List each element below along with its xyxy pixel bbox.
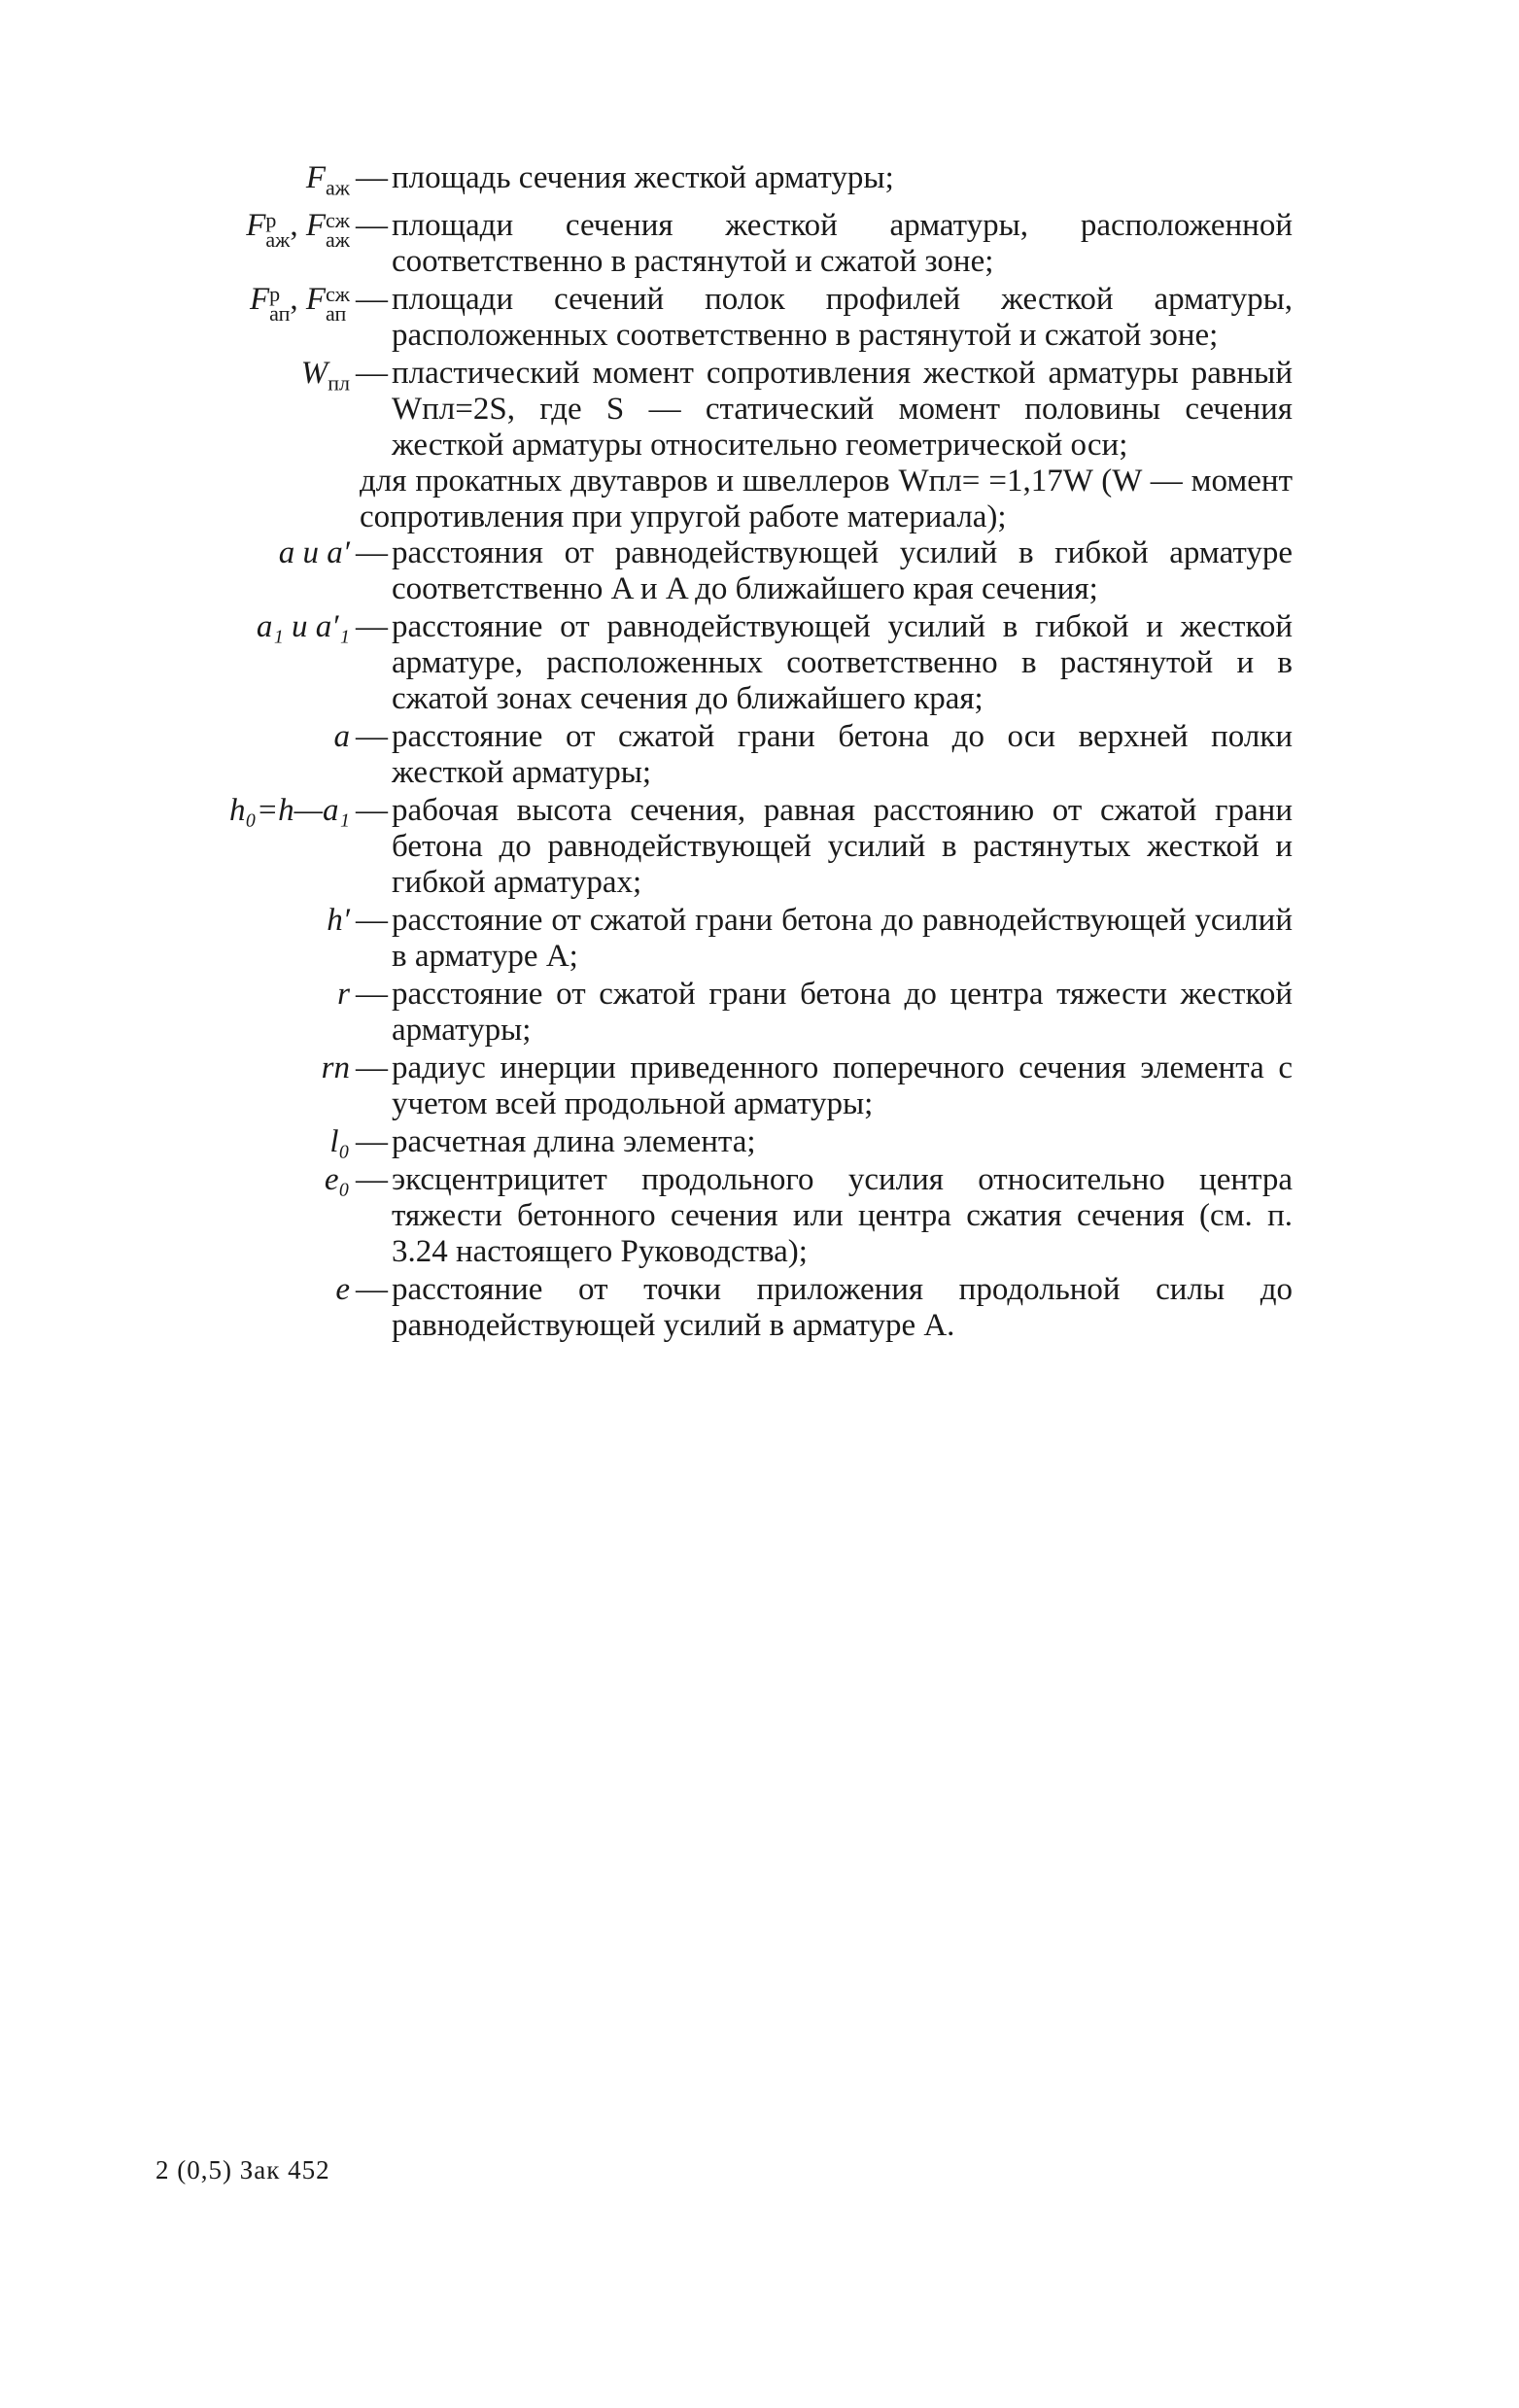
symbol: r <box>337 976 350 1012</box>
definition-row: e₀ — эксцентрицитет продольного усилия относительно центра тяжести бетонного сечения или центра сжатия сечения (см. п. 3.24 настоящего Руководства); <box>146 1162 1293 1270</box>
definition-text: расстояние от равнодействующей усилий в гибкой и жесткой арматуре, расположенных соответственно в растянутой и в сжатой зонах сечения до ближайшего края; <box>392 608 1293 716</box>
definition-row: r — расстояние от сжатой грани бетона до центра тяжести жесткой арматуры; <box>146 977 1293 1049</box>
symbol: h₀=h—a₁ <box>228 792 350 828</box>
definition-row: a₁ и a′₁ — расстояние от равнодействующей усилий в гибкой и жесткой арматуре, расположенных соответственно в растянутой и в сжатой зонах сечения до ближайшего края; <box>146 609 1293 717</box>
symbol: rп <box>321 1049 350 1085</box>
definition-text: расстояние от сжатой грани бетона до равнодействующей усилий в арматуре A; <box>392 902 1293 974</box>
definitions-list <box>146 160 1293 1344</box>
definition-text: площадь сечения жесткой арматуры; <box>392 160 894 195</box>
symbol: l₀ <box>329 1123 350 1159</box>
definition-row: a — расстояние от сжатой грани бетона до оси верхней полки жесткой арматуры; <box>146 719 1293 791</box>
definition-text: расстояние от сжатой грани бетона до оси верхней полки жесткой арматуры; <box>392 718 1293 790</box>
definition-text: расстояния от равнодействующей усилий в гибкой арматуре соответственно A и A до ближайшего края сечения; <box>392 534 1293 606</box>
definition-text: расчетная длина элемента; <box>392 1123 756 1159</box>
definition-row: h′ — расстояние от сжатой грани бетона до равнодействующей усилий в арматуре A; <box>146 903 1293 975</box>
definition-text: площади сечений полок профилей жесткой арматуры, расположенных соответственно в растянутой и сжатой зоне; <box>392 281 1293 353</box>
symbol: $W_{пл}$ <box>300 355 350 396</box>
definition-text: площади сечения жесткой арматуры, расположенной соответственно в растянутой и сжатой зоне; <box>392 207 1293 279</box>
definition-row: l₀ — расчетная длина элемента; <box>146 1124 1293 1160</box>
definition-text: рабочая высота сечения, равная расстоянию от сжатой грани бетона до равнодействующей усилий в растянутых жесткой и гибкой арматурах; <box>392 792 1293 900</box>
definition-row: F р аж , F сж аж — площади сечения жесткой арматуры, расположенной соответственно в растянутой и сжатой зоне; <box>146 208 1293 280</box>
symbol: a₁ и a′₁ <box>256 608 350 644</box>
print-footer: 2 (0,5) Зак 452 <box>155 2155 330 2184</box>
symbol: h′ <box>327 902 350 938</box>
definition-text: расстояние от точки приложения продольной силы до равнодействующей усилий в арматуре A. <box>392 1271 1293 1343</box>
symbol: e₀ <box>324 1161 350 1197</box>
definition-text: эксцентрицитет продольного усилия относительно центра тяжести бетонного сечения или центра сжатия сечения (см. п. 3.24 настоящего Руководства); <box>392 1161 1293 1269</box>
definition-text: пластический момент сопротивления жесткой арматуры равный Wпл=2S, где S — статический момент половины сечения жесткой арматуры относительно геометрической оси; <box>392 355 1293 463</box>
symbol: F р ап , F сж ап <box>249 281 350 326</box>
definition-row: e — расстояние от точки приложения продольной силы до равнодействующей усилий в арматуре A. <box>146 1272 1293 1344</box>
definition-row: a и a′ — расстояния от равнодействующей усилий в гибкой арматуре соответственно A и A до ближайшего края сечения; <box>146 535 1293 607</box>
symbol: a и a′ <box>278 534 350 570</box>
definition-row: rп — радиус инерции приведенного поперечного сечения элемента с учетом всей продольной арматуры; <box>146 1050 1293 1122</box>
symbol: e <box>335 1271 350 1307</box>
definition-text: радиус инерции приведенного поперечного сечения элемента с учетом всей продольной арматуры; <box>392 1049 1293 1121</box>
symbol: $F_{аж}$ <box>305 160 350 200</box>
definition-row: $F_{аж}$ — площадь сечения жесткой арматуры; <box>146 160 1293 206</box>
definition-text: расстояние от сжатой грани бетона до центра тяжести жесткой арматуры; <box>392 976 1293 1048</box>
symbol: F р аж , F сж аж <box>246 207 350 252</box>
definition-row: h₀=h—a₁ — рабочая высота сечения, равная расстоянию от сжатой грани бетона до равнодействующей усилий в растянутых жесткой и гибкой арматурах; <box>146 793 1293 901</box>
definition-row: F р ап , F сж ап — площади сечений полок профилей жесткой арматуры, расположенных соответственно в растянутой и сжатой зоне; <box>146 282 1293 354</box>
definition-note: для прокатных двутавров и швеллеров Wпл= =1,17W (W — момент сопротивления при упругой работе материала); <box>360 463 1293 534</box>
symbol: a <box>333 718 350 754</box>
definition-row: $W_{пл}$ — пластический момент сопротивления жесткой арматуры равный Wпл=2S, где S — статический момент половины сечения жесткой арматуры относительно геометрической оси; <box>146 356 1293 464</box>
